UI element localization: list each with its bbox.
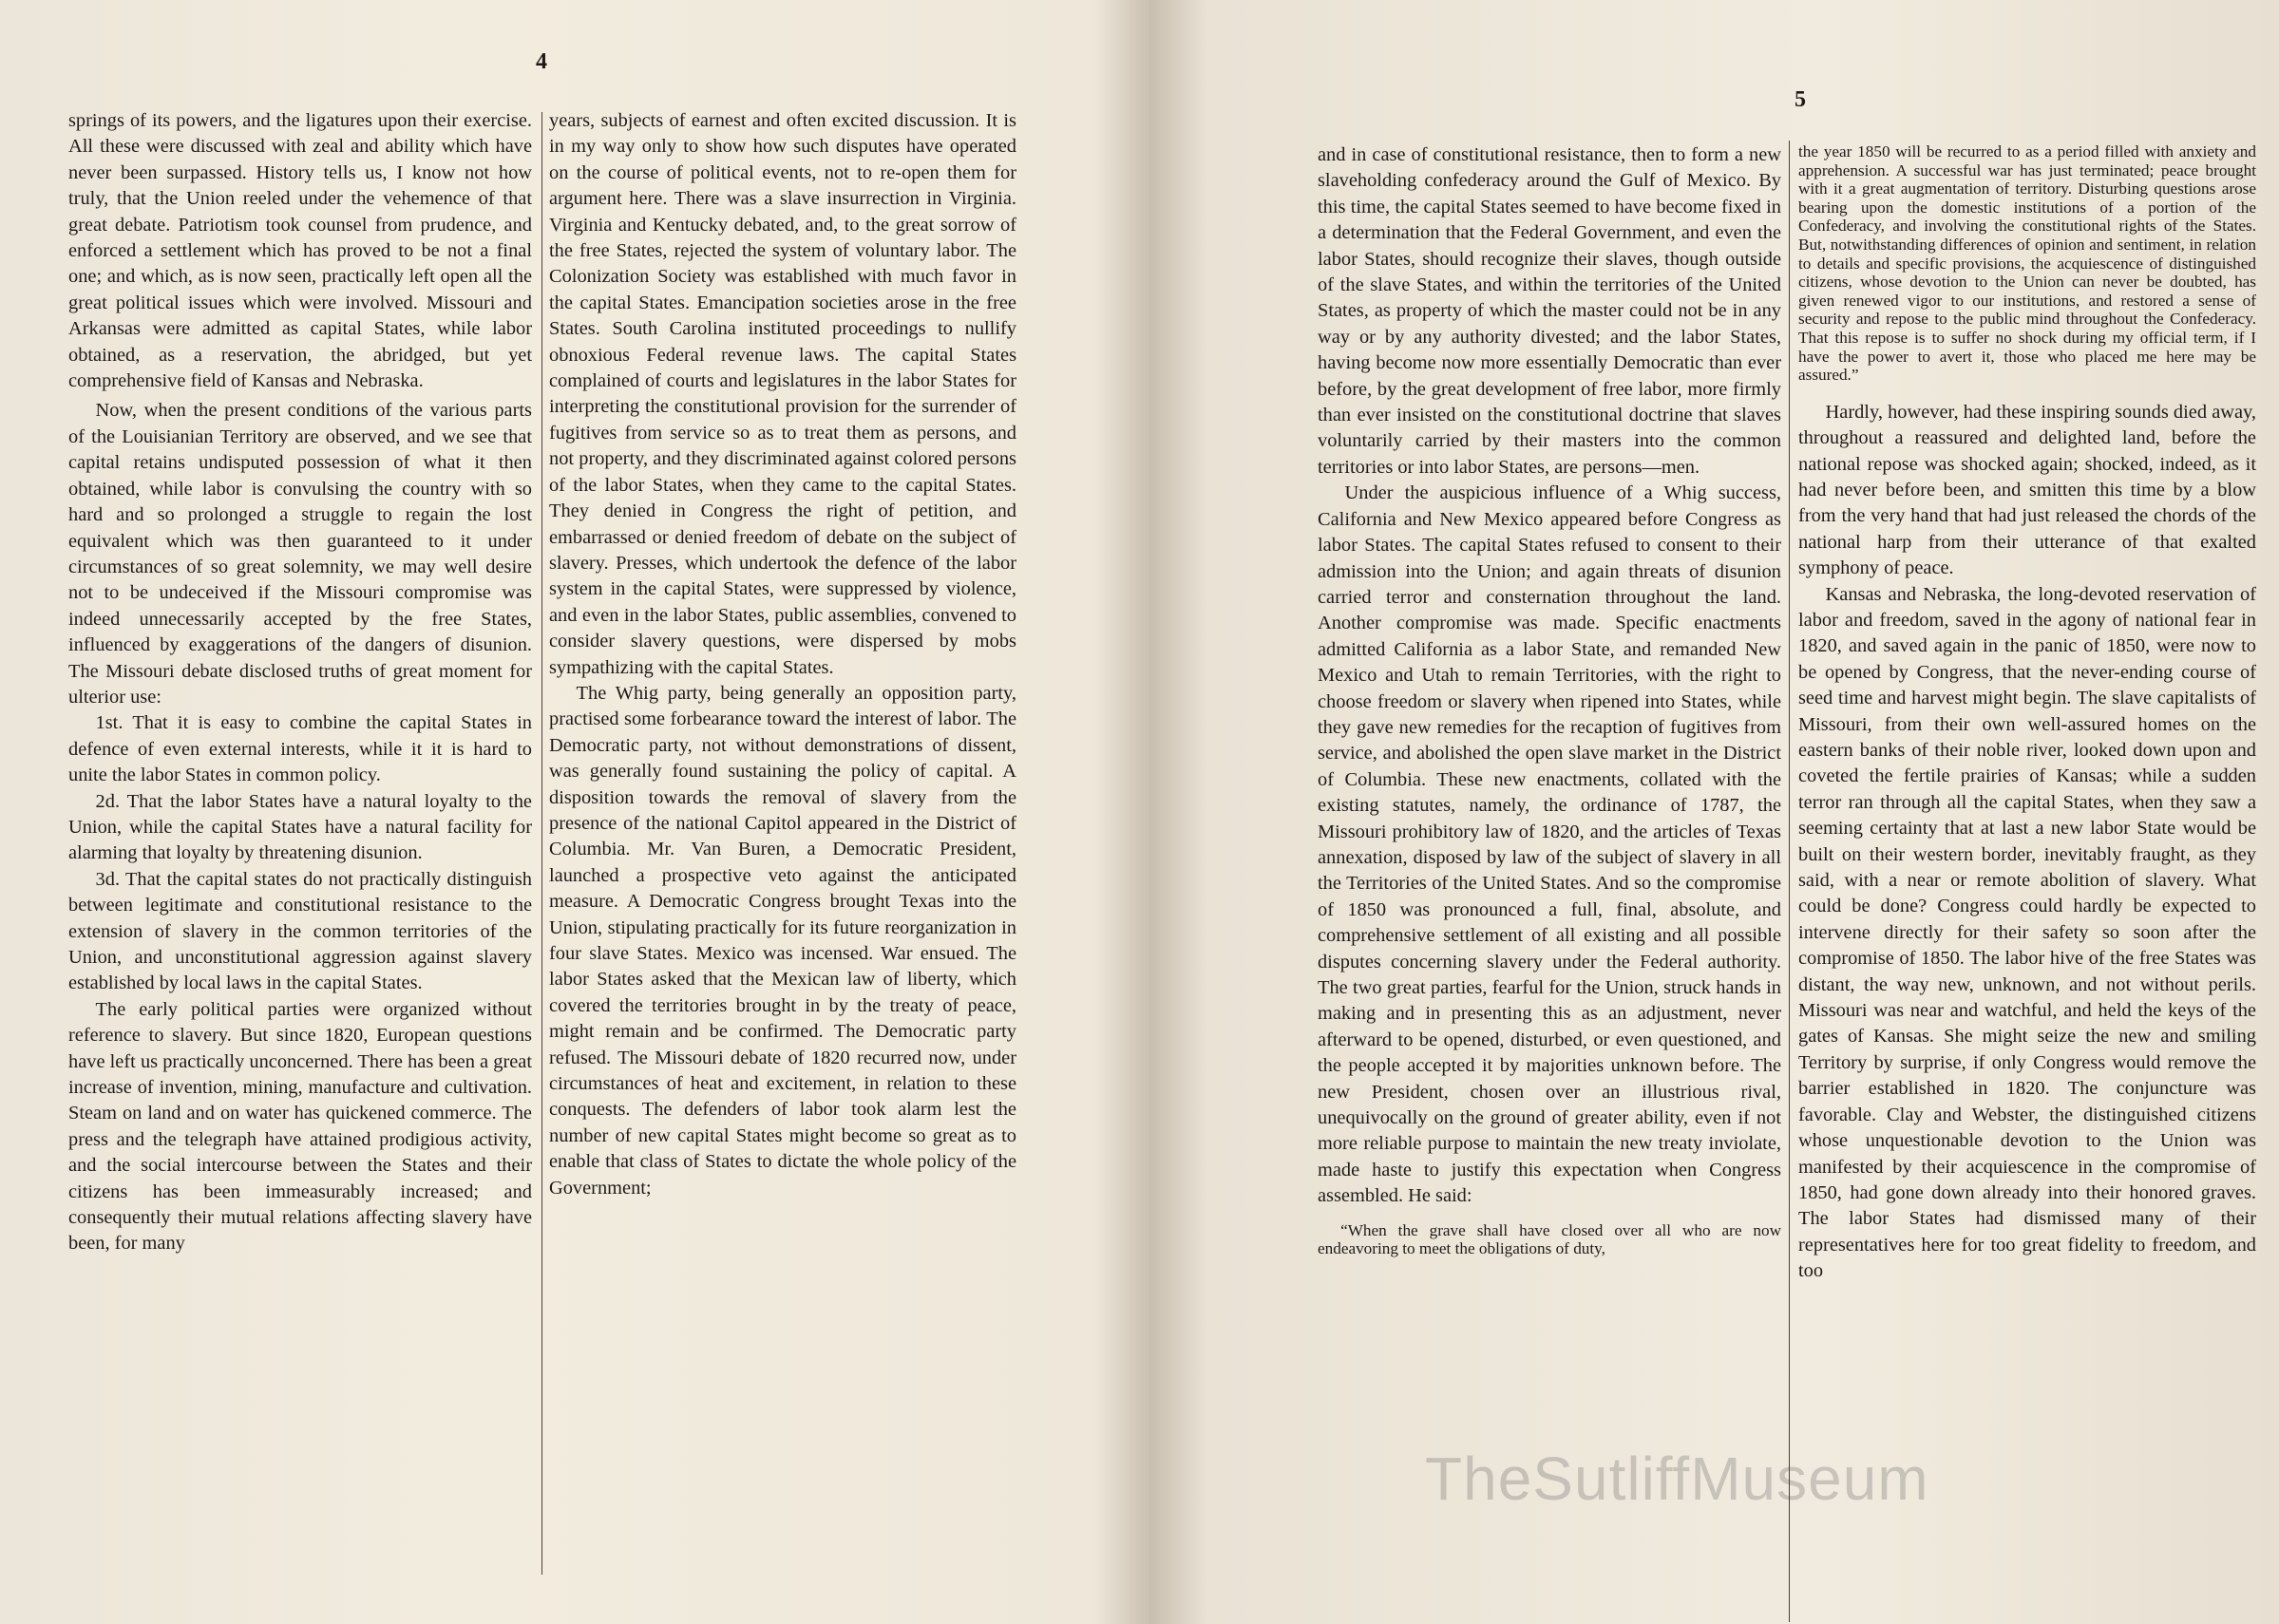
museum-watermark: TheSutliffMuseum (1425, 1445, 1929, 1513)
left-page-column-2 (549, 108, 1016, 1567)
paragraph: The early political parties were organized without reference to slavery. But since 1820, European questions have left us practically unconcerned. There has been a great increase of invention, mining, manufacture and cultivation. Steam on land and on water has quickened commerce. The press and the telegraph have attained prodigious activity, and the social intercourse between the States and their citizens has been immeasurably increased; and consequently their mutual relations affecting slavery have been, for many (68, 998, 532, 1255)
right-page (1145, 0, 2279, 1624)
column-rule (541, 112, 542, 1575)
page-number-5: 5 (1795, 87, 1806, 112)
paragraph: Kansas and Nebraska, the long-devoted reservation of labor and freedom, saved in the agony of national fear in 1820, and saved again in the panic of 1850, were now to be opened by Congress, that the never-ending course of seed time and harvest might begin. The slave capitalists of Missouri, from their own well-assured homes on the eastern banks of their noble river, looked down upon and coveted the fertile prairies of Kansas; while a sudden terror ran through all the capital States, when they saw a seeming certainty that at last a new labor State would be built on their western border, inevitably fraught, as they said, with a near or remote abolition of slavery. What could be done? Congress could hardly be expected to intervene directly for their safety so soon after the compromise of 1850. The labor hive of the free States was distant, the way new, unknown, and not without perils. Missouri was near and watchful, and held the keys of the gates of Kansas. She might seize the new and smiling Territory by surprise, if only Congress would remove the barrier established in 1820. The conjuncture was favorable. Clay and Webster, the distinguished citizens whose unquestionable devotion to the Union was manifested by their acquiescence in the compromise of 1850, had gone down already into their honored graves. The labor States had dismissed many of their representatives here for too great fidelity to freedom, and too (1798, 583, 2256, 1282)
paragraph: years, subjects of earnest and often excited discussion. It is in my way only to show how such disputes have operated on the course of political events, not to re-open them for argument here. There was a slave insurrection in Virginia. Virginia and Kentucky debated, and, to the great sorrow of the free States, rejected the system of voluntary labor. The Colonization Society was established with much favor in the capital States. Emancipation societies arose in the free States. South Carolina instituted proceedings to nullify obnoxious Federal revenue laws. The capital States complained of courts and legislatures in the labor States for interpreting the constitutional provision for the surrender of fugitives from service so as to treat them as persons, and not property, and they discriminated against colored persons of the labor States, when they came to the capital States. They denied in Congress the right of petition, and embarrassed or denied freedom of debate on the subject of slavery. Presses, which undertook the defence of the labor system in the capital States, were suppressed by violence, and even in the labor States, public assemblies, convened to consider slavery questions, were dispersed by mobs sympathizing with the capital States. (549, 110, 1016, 678)
column-rule (1789, 141, 1790, 1622)
right-page-column-2 (1798, 142, 2256, 1615)
left-page (0, 0, 1135, 1624)
paragraph: Now, when the present conditions of the various parts of the Louisianian Territory are observed, and we see that capital retains undisputed possession of what it then obtained, while labor is convulsing the country with so hard and so prolonged a struggle to regain the lost equivalent which was then guaranteed to it under circumstances of so great solemnity, we may well desire not to be undeceived if the Missouri compromise was indeed unnecessarily accepted by the free States, influenced by exaggerations of the dangers of disunion. The Missouri debate disclosed truths of great moment for ulterior use: (68, 400, 532, 708)
paragraph: and in case of constitutional resistance, then to form a new slaveholding confederacy around the Gulf of Mexico. By this time, the capital States seemed to have become fixed in a determination that the Federal Government, and even the labor States, should recognize their slaves, though outside of the slave States, and within the territories of the United States, as property of which the master could not be in any way or by any authority divested; and the labor States, having become now more essentially Democratic than ever before, by the great development of free labor, more firmly than ever insisted on the constitutional doctrine that slaves voluntarily carried by their masters into the common territories or into labor States, are persons—men. (1318, 144, 1781, 478)
paragraph: 1st. That it is easy to combine the capital States in defence of even external interests, while it it is hard to unite the labor States in common policy. (68, 712, 532, 786)
paragraph: Hardly, however, had these inspiring sounds died away, throughout a reassured and delighted land, before the national repose was shocked again; shocked, indeed, as it had never before been, and smitten this time by a blow from the very hand that had just released the chords of the national harp from their utterance of that exalted symphony of peace. (1798, 401, 2256, 579)
quotation: “When the grave shall have closed over all who are now endeavoring to meet the obligations of duty, (1318, 1220, 1781, 1258)
paragraph: Under the auspicious influence of a Whig success, California and New Mexico appeared before Congress as labor States. The capital States refused to consent to their admission into the Union; and again threats of disunion carried terror and consternation throughout the land. Another compromise was made. Specific enactments admitted California as a labor State, and remanded New Mexico and Utah to remain Territories, with the right to choose freedom or slavery when ripened into States, while they gave new remedies for the recaption of fugitives from service, and abolished the open slave market in the District of Columbia. These new enactments, collated with the existing statutes, namely, the ordinance of 1787, the Missouri prohibitory law of 1820, and the articles of Texas annexation, disposed by law of the subject of slavery in all the Territories of the United States. And so the compromise of 1850 was pronounced a full, final, absolute, and comprehensive settlement of all existing and all possible disputes concerning slavery under the Federal authority. The two great parties, fearful for the Union, struck hands in making and in presenting this as an adjustment, never afterward to be opened, disturbed, or even questioned, and the people accepted it by majorities unknown before. The new President, chosen over an illustrious rival, unequivocally on the ground of greater ability, even if not more reliable purpose to maintain the new treaty inviolate, made haste to justify this expectation when Congress assembled. He said: (1318, 482, 1781, 1207)
quotation: the year 1850 will be recurred to as a period filled with anxiety and apprehension. A successful war has just terminated; peace brought with it a great augmentation of territory. Disturbing questions arose bearing upon the domestic institutions of a portion of the Confederacy, and involving the constitutional rights of the States. But, notwithstanding differences of opinion and sentiment, in relation to details and specific provisions, the acquiescence of distinguished citizens, whose devotion to the Union can never be doubted, has given renewed vigor to our institutions, and restored a sense of security and repose to the public mind throughout the Confederacy. That this repose is to suffer no shock during my official term, if I have the power to avert it, those who placed me here may be assured.” (1798, 142, 2256, 385)
right-page-column-1 (1318, 142, 1781, 1615)
paragraph: 2d. That the labor States have a natural loyalty to the Union, while the capital States have a natural facility for alarming that loyalty by threatening disunion. (68, 790, 532, 864)
paragraph: 3d. That the capital states do not practically distinguish between legitimate and constitutional resistance to the extension of slavery in the common territories of the Union, and unconstitutional aggression against slavery established by local laws in the capital States. (68, 868, 532, 994)
left-page-column-1 (68, 108, 532, 1567)
paragraph: springs of its powers, and the ligatures upon their exercise. All these were discussed with zeal and ability which have never been surpassed. History tells us, I know not how truly, that the Union reeled under the vehemence of that great debate. Patriotism took counsel from prudence, and enforced a settlement which has proved to be not a final one; and which, as is now seen, practically left open all the great political issues which were involved. Missouri and Arkansas were admitted as capital States, while labor obtained, as a reservation, the abridged, but yet comprehensive field of Kansas and Nebraska. (68, 110, 532, 392)
page-number-4: 4 (536, 49, 547, 74)
paragraph: The Whig party, being generally an opposition party, practised some forbearance toward the interest of labor. The Democratic party, not without demonstrations of dissent, was generally found sustaining the policy of capital. A disposition towards the removal of slavery from the presence of the national Capitol appeared in the District of Columbia. Mr. Van Buren, a Democratic President, launched a prospective veto against the anticipated measure. A Democratic Congress brought Texas into the Union, stipulating practically for its future reorganization in four slave States. Mexico was incensed. War ensued. The labor States asked that the Mexican law of liberty, which covered the territories brought in by the treaty of peace, might remain and be confirmed. The Democratic party refused. The Missouri debate of 1820 recurred now, under circumstances of heat and excitement, in relation to these conquests. The defenders of labor took alarm lest the number of new capital States might become so great as to enable that class of States to dictate the whole policy of the Government; (549, 682, 1016, 1199)
